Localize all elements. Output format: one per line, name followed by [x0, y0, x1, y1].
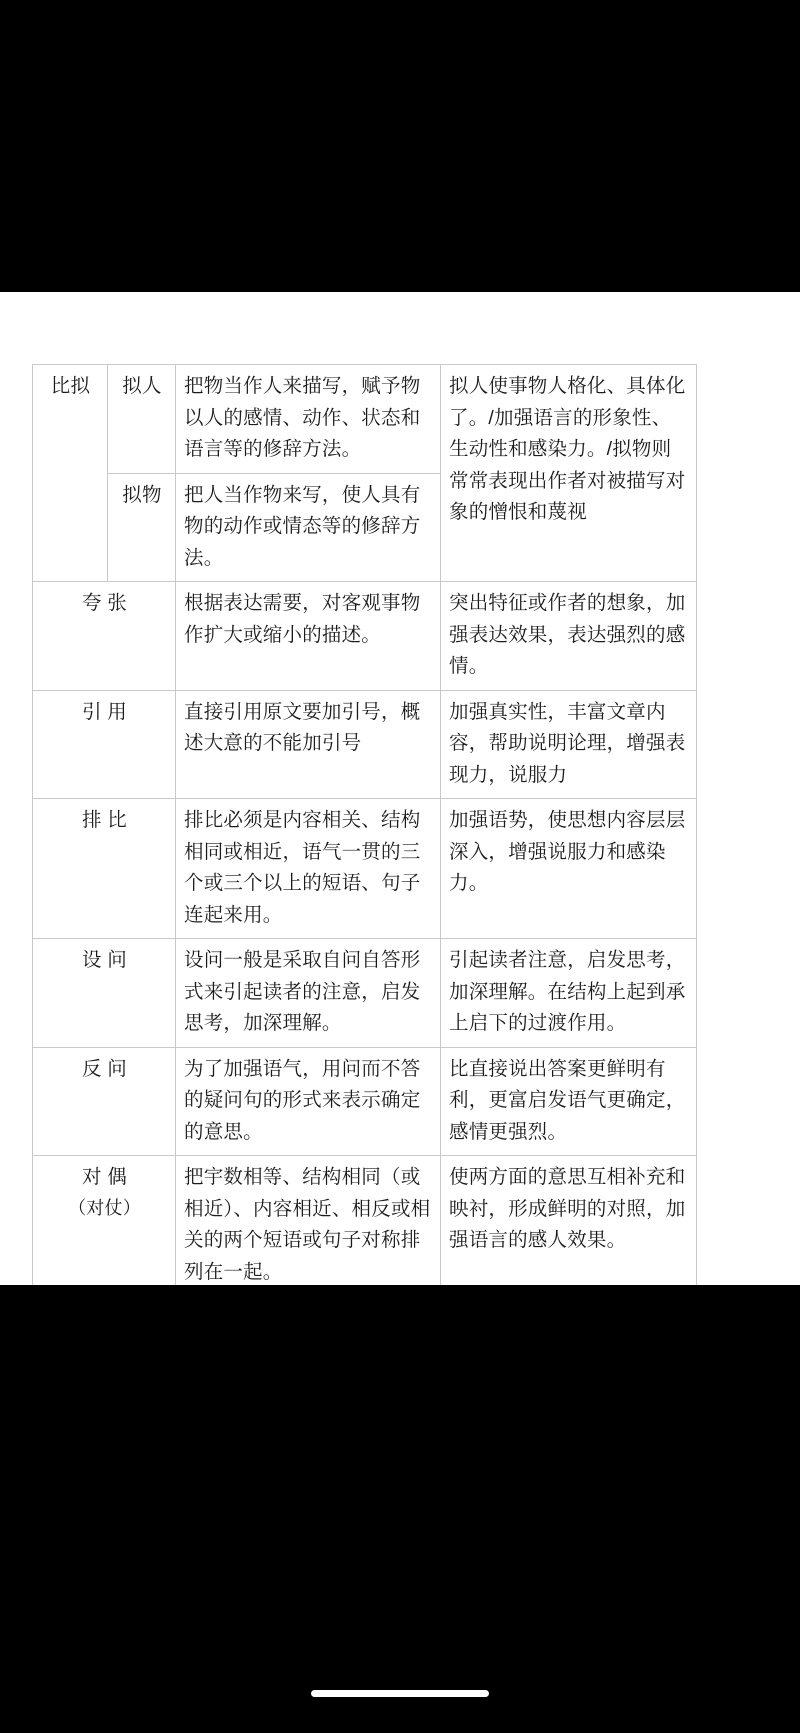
- cell-effect: 拟人使事物人格化、具体化了。/加强语言的形象性、生动性和感染力。/拟物则常常表现出作者对被描写对象的憎恨和蔑视: [441, 365, 697, 582]
- method-name-line2: （对仗）: [68, 1197, 141, 1218]
- table-row: [33, 582, 697, 691]
- cell-method-name: 设 问: [33, 939, 176, 1048]
- letterbox-top-bar: [0, 0, 800, 292]
- cell-subtype: 拟物: [108, 473, 176, 582]
- cell-method-name: 引 用: [33, 690, 176, 799]
- cell-method-name: 夸 张: [33, 582, 176, 691]
- table-row: [33, 1047, 697, 1156]
- cell-definition: 把宇数相等、结构相同（或相近）、内容相近、相反或相关的两个短语或句子对称排列在一起。: [176, 1156, 441, 1296]
- table-row: [33, 365, 697, 474]
- letterbox-bottom-bar: [0, 1285, 800, 1733]
- cell-method-name: [33, 1156, 176, 1296]
- table-row: [33, 799, 697, 939]
- table-row: [33, 939, 697, 1048]
- home-indicator[interactable]: [311, 1690, 489, 1697]
- cell-effect: 使两方面的意思互相补充和映衬，形成鲜明的对照，加强语言的感人效果。: [441, 1156, 697, 1296]
- cell-definition: 把物当作人来描写，赋予物以人的感情、动作、状态和语言等的修辞方法。: [176, 365, 441, 474]
- cell-method-name: 反 问: [33, 1047, 176, 1156]
- cell-effect: 比直接说出答案更鲜明有利，更富启发语气更确定，感情更强烈。: [441, 1047, 697, 1156]
- cell-effect: 引起读者注意，启发思考，加深理解。在结构上起到承上启下的过渡作用。: [441, 939, 697, 1048]
- cell-method-name: 比拟: [33, 365, 108, 582]
- method-name-line1: 对 偶: [81, 1166, 128, 1188]
- document-page: [0, 292, 800, 1285]
- cell-definition: 排比必须是内容相关、结构相同或相近，语气一贯的三个或三个以上的短语、句子连起来用。: [176, 799, 441, 939]
- cell-definition: 把人当作物来写，使人具有物的动作或情态等的修辞方法。: [176, 473, 441, 582]
- table-row: [33, 690, 697, 799]
- cell-definition: 直接引用原文要加引号，概述大意的不能加引号: [176, 690, 441, 799]
- cell-effect: 突出特征或作者的想象，加强表达效果，表达强烈的感情。: [441, 582, 697, 691]
- cell-definition: 为了加强语气，用问而不答的疑问句的形式来表示确定的意思。: [176, 1047, 441, 1156]
- cell-subtype: 拟人: [108, 365, 176, 474]
- cell-effect: 加强语势，使思想内容层层深入，增强说服力和感染力。: [441, 799, 697, 939]
- cell-definition: 根据表达需要，对客观事物作扩大或缩小的描述。: [176, 582, 441, 691]
- cell-effect: 加强真实性，丰富文章内容，帮助说明论理，增强表现力，说服力: [441, 690, 697, 799]
- table-row: [33, 1156, 697, 1296]
- cell-method-name: 排 比: [33, 799, 176, 939]
- cell-definition: 设问一般是采取自问自答形式来引起读者的注意，启发思考，加深理解。: [176, 939, 441, 1048]
